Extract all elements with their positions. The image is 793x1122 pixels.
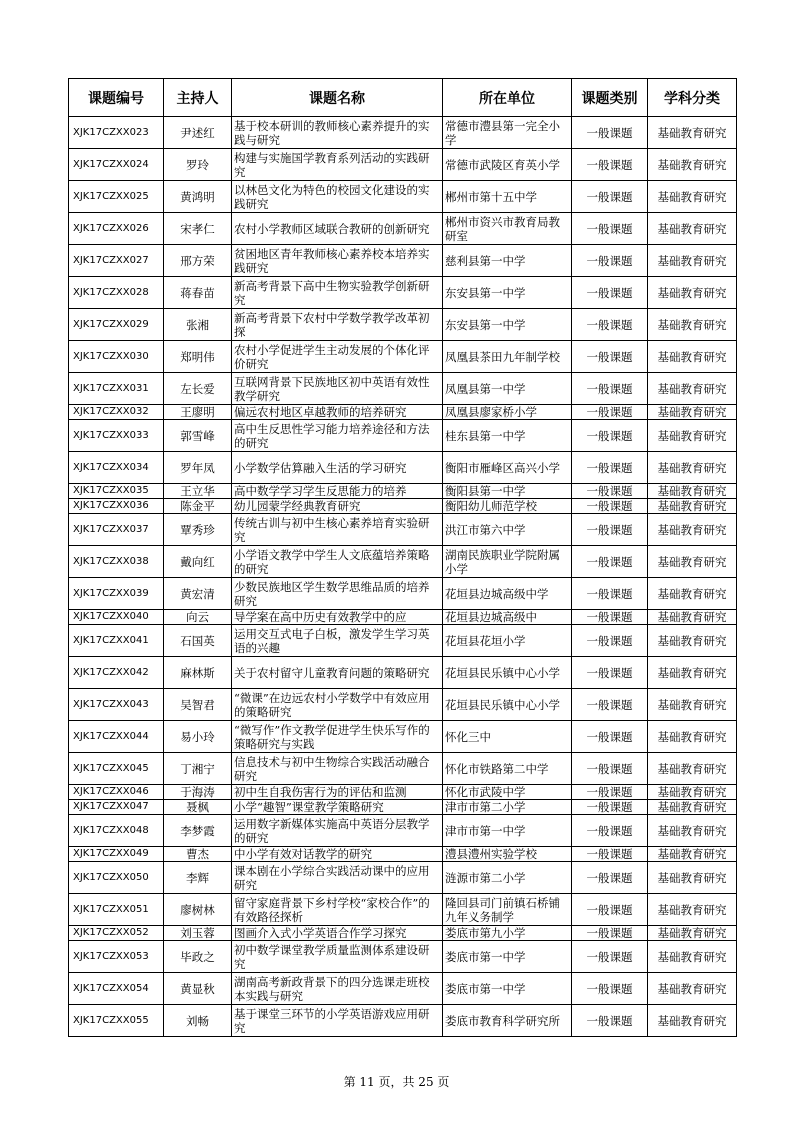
cell-code: XJK17CZXX051 bbox=[69, 894, 164, 926]
cell-code: XJK17CZXX045 bbox=[69, 753, 164, 785]
cell-category: 一般课题 bbox=[572, 625, 648, 657]
cell-unit: 东安县第一中学 bbox=[443, 309, 572, 341]
cell-subject: 基础教育研究 bbox=[648, 721, 737, 753]
cell-code: XJK17CZXX029 bbox=[69, 309, 164, 341]
cell-host: 刘玉蓉 bbox=[164, 926, 232, 941]
cell-unit: 花垣县花垣小学 bbox=[443, 625, 572, 657]
cell-unit: 衡阳市雁峰区高兴小学 bbox=[443, 452, 572, 484]
cell-unit: 花垣县民乐镇中心小学 bbox=[443, 657, 572, 689]
cell-subject: 基础教育研究 bbox=[648, 499, 737, 514]
table-row bbox=[69, 721, 737, 753]
cell-category: 一般课题 bbox=[572, 1005, 648, 1037]
cell-unit: 花垣县边城高级中学 bbox=[443, 578, 572, 610]
cell-name: 初中数学课堂教学质量监测体系建设研究 bbox=[232, 941, 443, 973]
table-row bbox=[69, 405, 737, 420]
cell-host: 刘畅 bbox=[164, 1005, 232, 1037]
cell-code: XJK17CZXX054 bbox=[69, 973, 164, 1005]
cell-category: 一般课题 bbox=[572, 785, 648, 800]
cell-category: 一般课题 bbox=[572, 815, 648, 847]
cell-unit: 凤凰县第一中学 bbox=[443, 373, 572, 405]
cell-subject: 基础教育研究 bbox=[648, 420, 737, 452]
cell-unit: 澧县澧州实验学校 bbox=[443, 847, 572, 862]
table-row bbox=[69, 578, 737, 610]
table-row bbox=[69, 800, 737, 815]
cell-category: 一般课题 bbox=[572, 149, 648, 181]
cell-category: 一般课题 bbox=[572, 213, 648, 245]
cell-category: 一般课题 bbox=[572, 484, 648, 499]
cell-name: “微写作”作文教学促进学生快乐写作的策略研究与实践 bbox=[232, 721, 443, 753]
cell-unit: 郴州市资兴市教育局教研室 bbox=[443, 213, 572, 245]
cell-subject: 基础教育研究 bbox=[648, 484, 737, 499]
cell-subject: 基础教育研究 bbox=[648, 149, 737, 181]
cell-unit: 花垣县民乐镇中心小学 bbox=[443, 689, 572, 721]
header-host: 主持人 bbox=[164, 79, 232, 117]
cell-subject: 基础教育研究 bbox=[648, 862, 737, 894]
cell-unit: 衡阳幼儿师范学校 bbox=[443, 499, 572, 514]
cell-host: 黄显秋 bbox=[164, 973, 232, 1005]
cell-host: 郭雪峰 bbox=[164, 420, 232, 452]
header-unit: 所在单位 bbox=[443, 79, 572, 117]
cell-unit: 隆回县司门前镇石桥铺九年义务制学 bbox=[443, 894, 572, 926]
cell-host: 戴向红 bbox=[164, 546, 232, 578]
cell-name: 高中生反思性学习能力培养途径和方法的研究 bbox=[232, 420, 443, 452]
cell-category: 一般课题 bbox=[572, 657, 648, 689]
table-row bbox=[69, 1005, 737, 1037]
cell-category: 一般课题 bbox=[572, 405, 648, 420]
cell-name: 关于农村留守儿童教育问题的策略研究 bbox=[232, 657, 443, 689]
cell-name: 导学案在高中历史有效教学中的应 bbox=[232, 610, 443, 625]
cell-name: 课本剧在小学综合实践活动课中的应用研究 bbox=[232, 862, 443, 894]
cell-host: 李梦霞 bbox=[164, 815, 232, 847]
cell-category: 一般课题 bbox=[572, 373, 648, 405]
cell-name: 基于校本研训的教师核心素养提升的实践与研究 bbox=[232, 117, 443, 149]
table-row bbox=[69, 785, 737, 800]
cell-category: 一般课题 bbox=[572, 862, 648, 894]
header-row bbox=[69, 79, 737, 117]
page-footer: 第 11 页，共 25 页 bbox=[343, 1075, 450, 1089]
project-table bbox=[68, 78, 737, 1037]
cell-name: 小学数学估算融入生活的学习研究 bbox=[232, 452, 443, 484]
cell-host: 罗年凤 bbox=[164, 452, 232, 484]
cell-code: XJK17CZXX046 bbox=[69, 785, 164, 800]
cell-subject: 基础教育研究 bbox=[648, 514, 737, 546]
cell-unit: 怀化市铁路第二中学 bbox=[443, 753, 572, 785]
cell-category: 一般课题 bbox=[572, 689, 648, 721]
cell-category: 一般课题 bbox=[572, 847, 648, 862]
cell-unit: 娄底市第九小学 bbox=[443, 926, 572, 941]
cell-subject: 基础教育研究 bbox=[648, 373, 737, 405]
table-row bbox=[69, 213, 737, 245]
cell-unit: 衡阳县第一中学 bbox=[443, 484, 572, 499]
cell-unit: 涟源市第二小学 bbox=[443, 862, 572, 894]
cell-category: 一般课题 bbox=[572, 452, 648, 484]
table-row bbox=[69, 309, 737, 341]
cell-subject: 基础教育研究 bbox=[648, 578, 737, 610]
cell-code: XJK17CZXX038 bbox=[69, 546, 164, 578]
cell-category: 一般课题 bbox=[572, 499, 648, 514]
cell-subject: 基础教育研究 bbox=[648, 546, 737, 578]
cell-category: 一般课题 bbox=[572, 181, 648, 213]
cell-code: XJK17CZXX037 bbox=[69, 514, 164, 546]
cell-name: 运用数字新媒体实施高中英语分层教学的研究 bbox=[232, 815, 443, 847]
cell-category: 一般课题 bbox=[572, 753, 648, 785]
header-name: 课题名称 bbox=[232, 79, 443, 117]
cell-name: 基于课堂三环节的小学英语游戏应用研究 bbox=[232, 1005, 443, 1037]
cell-subject: 基础教育研究 bbox=[648, 753, 737, 785]
cell-unit: 花垣县边城高级中 bbox=[443, 610, 572, 625]
cell-subject: 基础教育研究 bbox=[648, 625, 737, 657]
cell-name: 农村小学教师区域联合教研的创新研究 bbox=[232, 213, 443, 245]
cell-name: 构建与实施国学教育系列活动的实践研究 bbox=[232, 149, 443, 181]
table-row bbox=[69, 546, 737, 578]
table-row bbox=[69, 941, 737, 973]
cell-category: 一般课题 bbox=[572, 546, 648, 578]
cell-code: XJK17CZXX043 bbox=[69, 689, 164, 721]
cell-host: 石国英 bbox=[164, 625, 232, 657]
cell-category: 一般课题 bbox=[572, 245, 648, 277]
header-code: 课题编号 bbox=[69, 79, 164, 117]
table-row bbox=[69, 245, 737, 277]
table-row bbox=[69, 420, 737, 452]
cell-name: 小学“趣智”课堂教学策略研究 bbox=[232, 800, 443, 815]
table-row bbox=[69, 894, 737, 926]
cell-host: 左长爱 bbox=[164, 373, 232, 405]
cell-code: XJK17CZXX049 bbox=[69, 847, 164, 862]
cell-subject: 基础教育研究 bbox=[648, 309, 737, 341]
table-row bbox=[69, 277, 737, 309]
cell-name: 互联网背景下民族地区初中英语有效性教学研究 bbox=[232, 373, 443, 405]
cell-name: 少数民族地区学生数学思维品质的培养研究 bbox=[232, 578, 443, 610]
cell-name: 高中数学学习学生反思能力的培养 bbox=[232, 484, 443, 499]
cell-subject: 基础教育研究 bbox=[648, 785, 737, 800]
cell-code: XJK17CZXX050 bbox=[69, 862, 164, 894]
cell-host: 廖树林 bbox=[164, 894, 232, 926]
cell-code: XJK17CZXX026 bbox=[69, 213, 164, 245]
cell-subject: 基础教育研究 bbox=[648, 847, 737, 862]
cell-host: 覃秀珍 bbox=[164, 514, 232, 546]
cell-unit: 娄底市第一中学 bbox=[443, 973, 572, 1005]
cell-code: XJK17CZXX027 bbox=[69, 245, 164, 277]
table-row bbox=[69, 341, 737, 373]
cell-code: XJK17CZXX030 bbox=[69, 341, 164, 373]
cell-name: 贫困地区青年教师核心素养校本培养实践研究 bbox=[232, 245, 443, 277]
cell-unit: 娄底市教育科学研究所 bbox=[443, 1005, 572, 1037]
cell-host: 毕政之 bbox=[164, 941, 232, 973]
cell-category: 一般课题 bbox=[572, 341, 648, 373]
cell-category: 一般课题 bbox=[572, 578, 648, 610]
cell-unit: 东安县第一中学 bbox=[443, 277, 572, 309]
cell-host: 向云 bbox=[164, 610, 232, 625]
cell-category: 一般课题 bbox=[572, 973, 648, 1005]
cell-host: 王立华 bbox=[164, 484, 232, 499]
table-row bbox=[69, 149, 737, 181]
cell-category: 一般课题 bbox=[572, 941, 648, 973]
cell-code: XJK17CZXX034 bbox=[69, 452, 164, 484]
cell-host: 陈金平 bbox=[164, 499, 232, 514]
cell-name: 农村小学促进学生主动发展的个体化评价研究 bbox=[232, 341, 443, 373]
cell-host: 宋孝仁 bbox=[164, 213, 232, 245]
cell-host: 黄宏清 bbox=[164, 578, 232, 610]
cell-category: 一般课题 bbox=[572, 894, 648, 926]
cell-unit: 津市市第一中学 bbox=[443, 815, 572, 847]
cell-host: 吴智君 bbox=[164, 689, 232, 721]
cell-subject: 基础教育研究 bbox=[648, 894, 737, 926]
cell-code: XJK17CZXX055 bbox=[69, 1005, 164, 1037]
table-body bbox=[69, 117, 737, 1037]
cell-host: 易小玲 bbox=[164, 721, 232, 753]
cell-unit: 津市市第二小学 bbox=[443, 800, 572, 815]
cell-category: 一般课题 bbox=[572, 309, 648, 341]
cell-code: XJK17CZXX039 bbox=[69, 578, 164, 610]
table-row bbox=[69, 514, 737, 546]
cell-subject: 基础教育研究 bbox=[648, 689, 737, 721]
table-row bbox=[69, 926, 737, 941]
cell-unit: 怀化三中 bbox=[443, 721, 572, 753]
cell-name: 图画介入式小学英语合作学习探究 bbox=[232, 926, 443, 941]
cell-unit: 凤凰县廖家桥小学 bbox=[443, 405, 572, 420]
cell-name: 偏远农村地区卓越教师的培养研究 bbox=[232, 405, 443, 420]
cell-code: XJK17CZXX047 bbox=[69, 800, 164, 815]
cell-category: 一般课题 bbox=[572, 721, 648, 753]
header-category: 课题类别 bbox=[572, 79, 648, 117]
cell-unit: 慈利县第一中学 bbox=[443, 245, 572, 277]
cell-subject: 基础教育研究 bbox=[648, 815, 737, 847]
cell-code: XJK17CZXX028 bbox=[69, 277, 164, 309]
cell-code: XJK17CZXX048 bbox=[69, 815, 164, 847]
cell-code: XJK17CZXX041 bbox=[69, 625, 164, 657]
cell-name: 以林邑文化为特色的校园文化建设的实践研究 bbox=[232, 181, 443, 213]
table-row bbox=[69, 689, 737, 721]
table-row bbox=[69, 181, 737, 213]
table-row bbox=[69, 973, 737, 1005]
table-row bbox=[69, 117, 737, 149]
cell-code: XJK17CZXX052 bbox=[69, 926, 164, 941]
cell-subject: 基础教育研究 bbox=[648, 1005, 737, 1037]
cell-host: 王廖明 bbox=[164, 405, 232, 420]
cell-unit: 常德市澧县第一完全小学 bbox=[443, 117, 572, 149]
cell-code: XJK17CZXX024 bbox=[69, 149, 164, 181]
cell-category: 一般课题 bbox=[572, 117, 648, 149]
cell-category: 一般课题 bbox=[572, 420, 648, 452]
table-row bbox=[69, 657, 737, 689]
cell-unit: 郴州市第十五中学 bbox=[443, 181, 572, 213]
cell-code: XJK17CZXX036 bbox=[69, 499, 164, 514]
cell-subject: 基础教育研究 bbox=[648, 452, 737, 484]
cell-code: XJK17CZXX040 bbox=[69, 610, 164, 625]
cell-code: XJK17CZXX032 bbox=[69, 405, 164, 420]
cell-name: 中小学有效对话教学的研究 bbox=[232, 847, 443, 862]
cell-name: 传统古训与初中生核心素养培育实验研究 bbox=[232, 514, 443, 546]
cell-name: 小学语文教学中学生人文底蕴培养策略的研究 bbox=[232, 546, 443, 578]
cell-code: XJK17CZXX042 bbox=[69, 657, 164, 689]
cell-subject: 基础教育研究 bbox=[648, 800, 737, 815]
cell-host: 尹述红 bbox=[164, 117, 232, 149]
cell-category: 一般课题 bbox=[572, 610, 648, 625]
table-row bbox=[69, 610, 737, 625]
cell-name: “微课”在边远农村小学数学中有效应用的策略研究 bbox=[232, 689, 443, 721]
cell-host: 于海涛 bbox=[164, 785, 232, 800]
cell-code: XJK17CZXX031 bbox=[69, 373, 164, 405]
cell-host: 丁湘宁 bbox=[164, 753, 232, 785]
cell-code: XJK17CZXX053 bbox=[69, 941, 164, 973]
cell-category: 一般课题 bbox=[572, 514, 648, 546]
cell-code: XJK17CZXX044 bbox=[69, 721, 164, 753]
cell-code: XJK17CZXX033 bbox=[69, 420, 164, 452]
cell-host: 郑明伟 bbox=[164, 341, 232, 373]
cell-code: XJK17CZXX025 bbox=[69, 181, 164, 213]
cell-name: 新高考背景下高中生物实验教学创新研究 bbox=[232, 277, 443, 309]
cell-name: 幼儿园蒙学经典教育研究 bbox=[232, 499, 443, 514]
table-row bbox=[69, 373, 737, 405]
cell-category: 一般课题 bbox=[572, 926, 648, 941]
table-row bbox=[69, 484, 737, 499]
cell-host: 李辉 bbox=[164, 862, 232, 894]
cell-host: 黄鸿明 bbox=[164, 181, 232, 213]
cell-category: 一般课题 bbox=[572, 277, 648, 309]
cell-unit: 湖南民族职业学院附属小学 bbox=[443, 546, 572, 578]
cell-host: 邢方荣 bbox=[164, 245, 232, 277]
cell-subject: 基础教育研究 bbox=[648, 181, 737, 213]
cell-name: 信息技术与初中生物综合实践活动融合研究 bbox=[232, 753, 443, 785]
cell-subject: 基础教育研究 bbox=[648, 973, 737, 1005]
cell-unit: 娄底市第一中学 bbox=[443, 941, 572, 973]
table-row bbox=[69, 862, 737, 894]
cell-unit: 怀化市武陵中学 bbox=[443, 785, 572, 800]
table-row bbox=[69, 625, 737, 657]
cell-host: 麻林斯 bbox=[164, 657, 232, 689]
cell-unit: 桂东县第一中学 bbox=[443, 420, 572, 452]
cell-subject: 基础教育研究 bbox=[648, 341, 737, 373]
cell-subject: 基础教育研究 bbox=[648, 277, 737, 309]
cell-name: 留守家庭背景下乡村学校“家校合作”的有效路径探析 bbox=[232, 894, 443, 926]
header-subject: 学科分类 bbox=[648, 79, 737, 117]
cell-subject: 基础教育研究 bbox=[648, 245, 737, 277]
table-row bbox=[69, 452, 737, 484]
cell-subject: 基础教育研究 bbox=[648, 610, 737, 625]
cell-code: XJK17CZXX035 bbox=[69, 484, 164, 499]
cell-code: XJK17CZXX023 bbox=[69, 117, 164, 149]
cell-subject: 基础教育研究 bbox=[648, 657, 737, 689]
cell-unit: 常德市武陵区育英小学 bbox=[443, 149, 572, 181]
cell-subject: 基础教育研究 bbox=[648, 213, 737, 245]
cell-name: 运用交互式电子白板，激发学生学习英语的兴趣 bbox=[232, 625, 443, 657]
cell-name: 新高考背景下农村中学数学教学改革初探 bbox=[232, 309, 443, 341]
cell-host: 聂枫 bbox=[164, 800, 232, 815]
cell-subject: 基础教育研究 bbox=[648, 926, 737, 941]
table-row bbox=[69, 499, 737, 514]
cell-name: 湖南高考新政背景下的四分选课走班校本实践与研究 bbox=[232, 973, 443, 1005]
cell-subject: 基础教育研究 bbox=[648, 405, 737, 420]
table-row bbox=[69, 847, 737, 862]
table-row bbox=[69, 753, 737, 785]
cell-host: 蒋春苗 bbox=[164, 277, 232, 309]
cell-name: 初中生自我伤害行为的评估和监测 bbox=[232, 785, 443, 800]
table-row bbox=[69, 815, 737, 847]
cell-subject: 基础教育研究 bbox=[648, 941, 737, 973]
cell-host: 罗玲 bbox=[164, 149, 232, 181]
cell-category: 一般课题 bbox=[572, 800, 648, 815]
cell-host: 曹杰 bbox=[164, 847, 232, 862]
cell-subject: 基础教育研究 bbox=[648, 117, 737, 149]
cell-unit: 凤凰县茶田九年制学校 bbox=[443, 341, 572, 373]
cell-host: 张湘 bbox=[164, 309, 232, 341]
cell-unit: 洪江市第六中学 bbox=[443, 514, 572, 546]
